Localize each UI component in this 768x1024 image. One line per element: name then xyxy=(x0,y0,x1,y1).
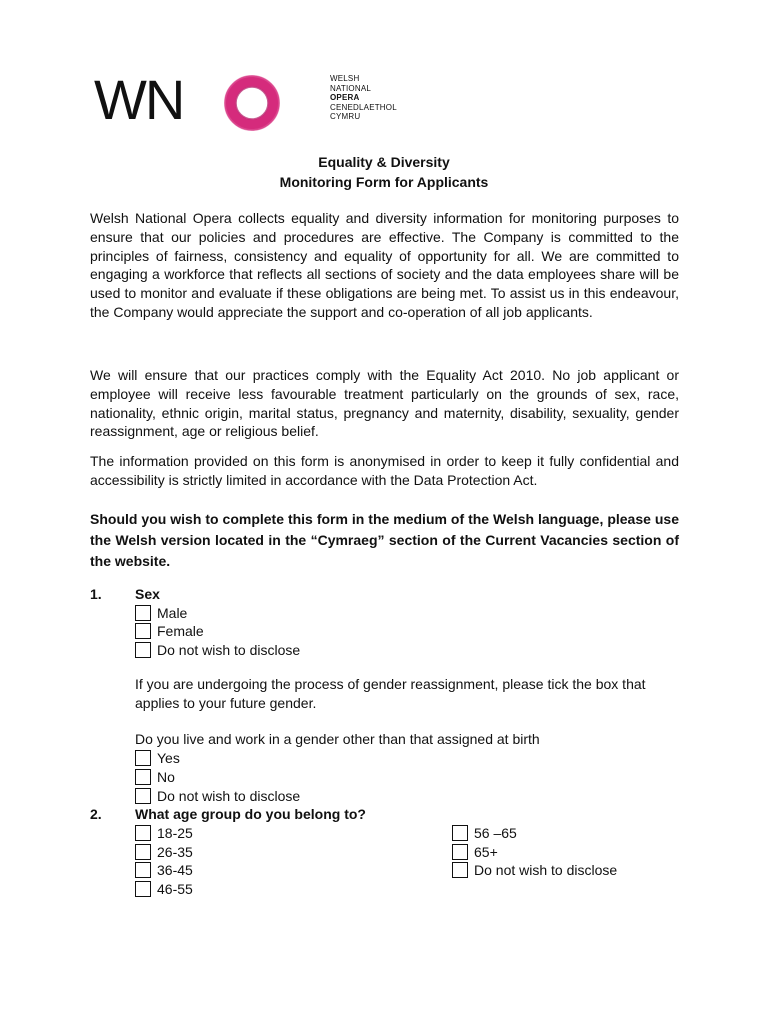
subq-option-yes[interactable] xyxy=(135,749,180,767)
checkbox[interactable] xyxy=(135,862,151,878)
form-subtitle: Monitoring Form for Applicants xyxy=(279,174,489,190)
logo-wordmark: WN xyxy=(94,68,184,131)
logo-line-cenedlaethol: CENEDLAETHOL xyxy=(330,102,397,112)
option-label: Male xyxy=(157,605,188,621)
age-option-36-45[interactable] xyxy=(135,861,193,879)
logo-line-national: NATIONAL xyxy=(330,83,372,93)
option-label: 36-45 xyxy=(157,862,193,878)
opera-ring-logo-icon xyxy=(218,72,328,132)
logo-line-opera: OPERA xyxy=(330,93,360,102)
option-label: 46-55 xyxy=(157,881,193,897)
age-option-46-55[interactable] xyxy=(135,880,193,898)
q1-title: Sex xyxy=(135,586,160,602)
option-label: Do not wish to disclose xyxy=(157,788,301,804)
checkbox[interactable] xyxy=(452,844,468,860)
q1-option-male[interactable] xyxy=(135,604,187,622)
checkbox[interactable] xyxy=(135,750,151,766)
age-option-56-65[interactable] xyxy=(452,824,517,842)
subq-option-no[interactable] xyxy=(135,768,175,786)
checkbox[interactable] xyxy=(135,623,151,639)
reassignment-instruction-1: If you are undergoing the process of gender reassignment, please tick the box that xyxy=(135,676,646,692)
checkbox[interactable] xyxy=(135,642,151,658)
age-option-18-25[interactable] xyxy=(135,824,193,842)
confidentiality-paragraph: The information provided on this form is anonymised in order to keep it fully confidential and accessibility is strictly limited in accordance with the Data Protection Act. xyxy=(90,453,679,488)
logo-line-cymru: CYMRU xyxy=(330,112,361,121)
checkbox[interactable] xyxy=(135,769,151,785)
age-option-not-disclose[interactable] xyxy=(452,861,617,879)
reassignment-instruction-2: applies to your future gender. xyxy=(135,695,317,711)
checkbox[interactable] xyxy=(452,825,468,841)
age-option-26-35[interactable] xyxy=(135,843,193,861)
equality-act-paragraph: We will ensure that our practices comply with the Equality Act 2010. No job applicant or employee will receive less favourable treatment particularly on the grounds of sex, race, nationality, ethnic origin, marital status, pregnancy and maternity, disability, sexuality, gender reassignment, age or religious belief. xyxy=(90,367,679,440)
checkbox[interactable] xyxy=(135,788,151,804)
option-label: 26-35 xyxy=(157,844,193,860)
logo-line-welsh: WELSH xyxy=(330,74,360,83)
option-label: Yes xyxy=(157,750,180,766)
option-label: No xyxy=(157,769,175,785)
gender-subquestion: Do you live and work in a gender other than that assigned at birth xyxy=(135,731,540,747)
option-label: Do not wish to disclose xyxy=(474,862,618,878)
checkbox[interactable] xyxy=(135,844,151,860)
form-title: Equality & Diversity xyxy=(318,154,450,170)
q2-title: What age group do you belong to? xyxy=(135,806,366,822)
subq-option-not-disclose[interactable] xyxy=(135,787,300,805)
intro-paragraph: Welsh National Opera collects equality and diversity information for monitoring purposes to ensure that our policies and procedures are effective. The Company is committed to the principles of fairness, consistency and equality of opportunity for all. We are committed to engaging a workforce that reflects all sections of society and the data employees share will be used to monitor and evaluate if these obligations are being met. To assist us in this endeavour, the Company would appreciate the support and co-operation of all job applicants. xyxy=(90,210,679,320)
option-label: 65+ xyxy=(474,844,498,860)
q1-number: 1. xyxy=(90,586,102,602)
checkbox[interactable] xyxy=(135,825,151,841)
logo-subtitle xyxy=(330,74,397,122)
checkbox[interactable] xyxy=(135,605,151,621)
option-label: 56 –65 xyxy=(474,825,517,841)
checkbox[interactable] xyxy=(135,881,151,897)
q1-option-not-disclose[interactable] xyxy=(135,641,300,659)
option-label: Female xyxy=(157,623,204,639)
checkbox[interactable] xyxy=(452,862,468,878)
q2-number: 2. xyxy=(90,806,102,822)
age-option-65-plus[interactable] xyxy=(452,843,498,861)
option-label: 18-25 xyxy=(157,825,193,841)
welsh-version-notice: Should you wish to complete this form in the medium of the Welsh language, please use the Welsh version located in the “Cymraeg” section of the Current Vacancies section of the website. xyxy=(90,511,679,569)
option-label: Do not wish to disclose xyxy=(157,642,301,658)
q1-option-female[interactable] xyxy=(135,622,204,640)
